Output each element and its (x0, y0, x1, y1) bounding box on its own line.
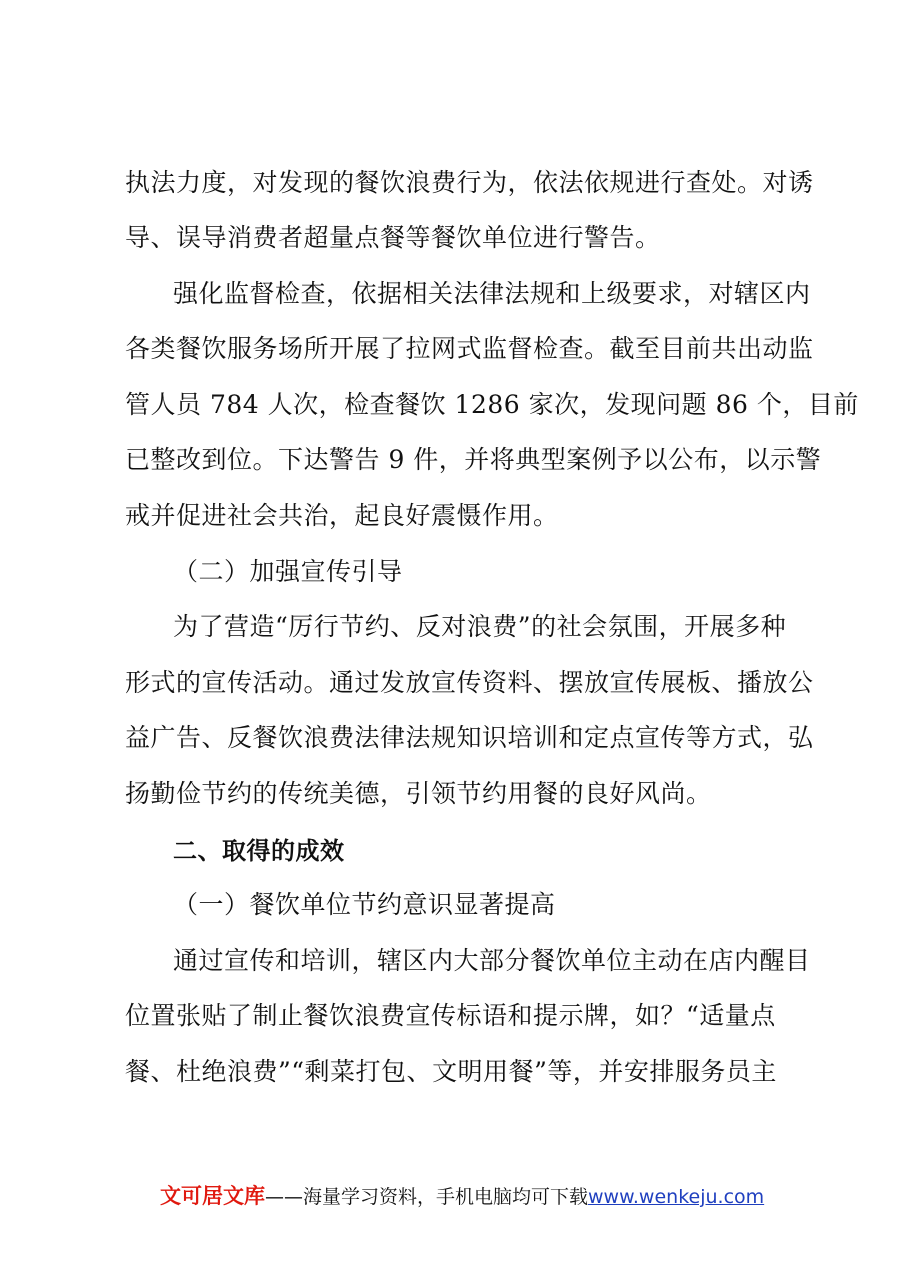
text-line: 通过宣传和培训，辖区内大部分餐饮单位主动在店内醒目 (173, 946, 811, 975)
text-line: 益广告、反餐饮浪费法律法规知识培训和定点宣传等方式，弘 (125, 723, 814, 752)
text-line: 强化监督检查，依据相关法律法规和上级要求，对辖区内 (173, 279, 811, 308)
footer-brand: 文可居文库 (160, 1184, 265, 1208)
section-subheading: （一）餐饮单位节约意识显著提高 (173, 890, 556, 919)
text-line: 管人员 784 人次，检查餐饮 1286 家次，发现问题 86 个，目前 (125, 390, 859, 419)
text-line: 戒并促进社会共治，起良好震慑作用。 (125, 501, 559, 530)
text-line: 位置张贴了制止餐饮浪费宣传标语和提示牌，如？“适量点 (125, 1001, 776, 1030)
footer-link[interactable]: www.wenkeju.com (588, 1186, 765, 1208)
section-subheading: （二）加强宣传引导 (173, 557, 403, 586)
text-line: 为了营造“厉行节约、反对浪费”的社会氛围，开展多种 (173, 612, 787, 641)
text-line: 已整改到位。下达警告 9 件，并将典型案例予以公布，以示警 (125, 445, 822, 474)
text-line: 形式的宣传活动。通过发放宣传资料、摆放宣传展板、播放公 (125, 668, 814, 697)
text-line: 执法力度，对发现的餐饮浪费行为，依法依规进行查处。对诱 (125, 168, 814, 197)
footer-slogan: ——海量学习资料，手机电脑均可下载 (265, 1186, 589, 1208)
text-line: 扬勤俭节约的传统美德，引领节约用餐的良好风尚。 (125, 779, 712, 808)
text-line: 各类餐饮服务场所开展了拉网式监督检查。截至目前共出动监 (125, 334, 814, 363)
text-line: 导、误导消费者超量点餐等餐饮单位进行警告。 (125, 223, 661, 252)
section-heading: 二、取得的成效 (173, 837, 345, 865)
text-line: 餐、杜绝浪费”“剩菜打包、文明用餐”等，并安排服务员主 (125, 1057, 777, 1086)
footer-banner (160, 1183, 764, 1210)
